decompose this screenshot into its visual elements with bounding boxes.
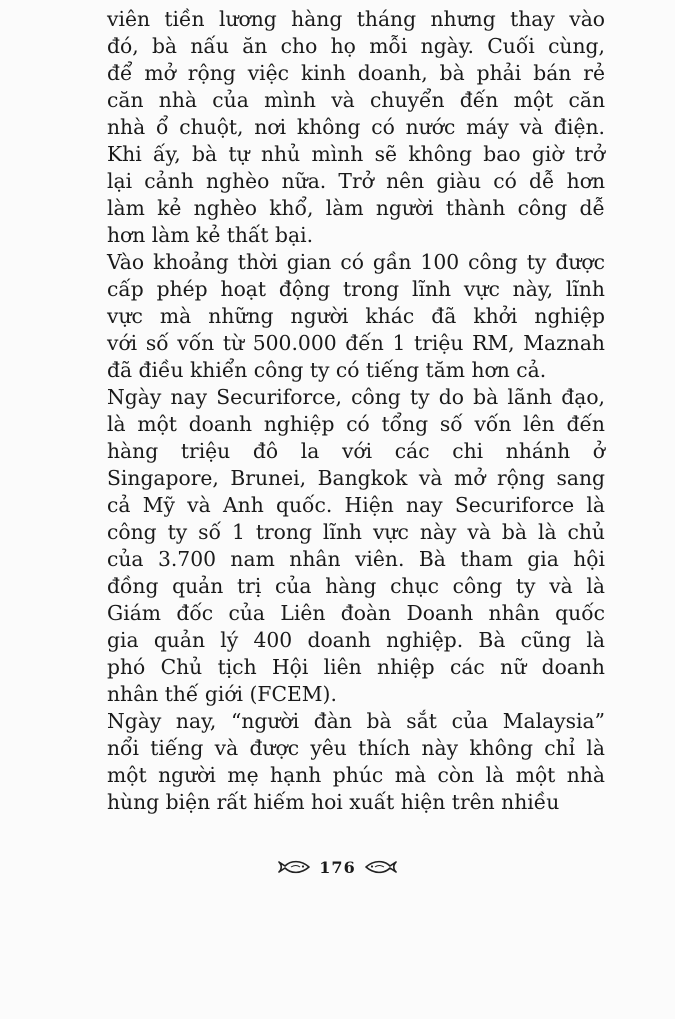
text-line: hùng biện rất hiếm hoi xuất hiện trên nhiều [107,790,560,814]
body-text [107,6,605,816]
text-line: với số vốn từ 500.000 đến 1 triệu RM, Maznah [107,331,605,355]
left-fish-ornament-icon [277,859,311,875]
text-line: Vào khoảng thời gian có gần 100 công ty được [107,250,605,274]
text-line: của 3.700 nam nhân viên. Bà tham gia hội [107,547,605,571]
text-line: đã điều khiển công ty có tiếng tăm hơn cả. [107,358,547,382]
text-line: công ty số 1 trong lĩnh vực này và bà là chủ [107,520,605,544]
text-line: nổi tiếng và được yêu thích này không chỉ là [107,736,605,760]
text-line: viên tiền lương hàng tháng nhưng thay vào [107,7,605,31]
text-line: làm kẻ nghèo khổ, làm người thành công dễ [107,196,605,220]
text-line: để mở rộng việc kinh doanh, bà phải bán rẻ [107,61,605,85]
text-line: lại cảnh nghèo nữa. Trở nên giàu có dễ hơn [107,169,605,193]
text-line: hàng triệu đô la với các chi nhánh ở [107,439,605,463]
text-line: gia quản lý 400 doanh nghiệp. Bà cũng là [107,628,605,652]
right-fish-ornament-icon [364,859,398,875]
text-line: đồng quản trị của hàng chục công ty và là [107,574,605,598]
text-line: là một doanh nghiệp có tổng số vốn lên đến [107,412,605,436]
text-line: phó Chủ tịch Hội liên nhiệp các nữ doanh [107,655,605,679]
text-line: cả Mỹ và Anh quốc. Hiện nay Securiforce là [107,493,605,517]
text-line: Khi ấy, bà tự nhủ mình sẽ không bao giờ trở [107,142,605,166]
text-line: hơn làm kẻ thất bại. [107,223,314,247]
text-line: một người mẹ hạnh phúc mà còn là một nhà [107,763,605,787]
text-line: nhà ổ chuột, nơi không có nước máy và điện. [107,115,605,139]
page-footer [0,852,675,882]
text-line: nhân thế giới (FCEM). [107,682,337,706]
text-line: Giám đốc của Liên đoàn Doanh nhân quốc [107,601,605,625]
text-line: Ngày nay, “người đàn bà sắt của Malaysia” [107,709,605,733]
text-line: vực mà những người khác đã khởi nghiệp [107,304,605,328]
text-line: căn nhà của mình và chuyển đến một căn [107,88,605,112]
text-line: Ngày nay Securiforce, công ty do bà lãnh đạo, [107,385,605,409]
page-number: 176 [319,857,356,877]
text-line: đó, bà nấu ăn cho họ mỗi ngày. Cuối cùng, [107,34,605,58]
text-line: cấp phép hoạt động trong lĩnh vực này, lĩnh [107,277,605,301]
text-line: Singapore, Brunei, Bangkok và mở rộng sang [107,466,605,490]
